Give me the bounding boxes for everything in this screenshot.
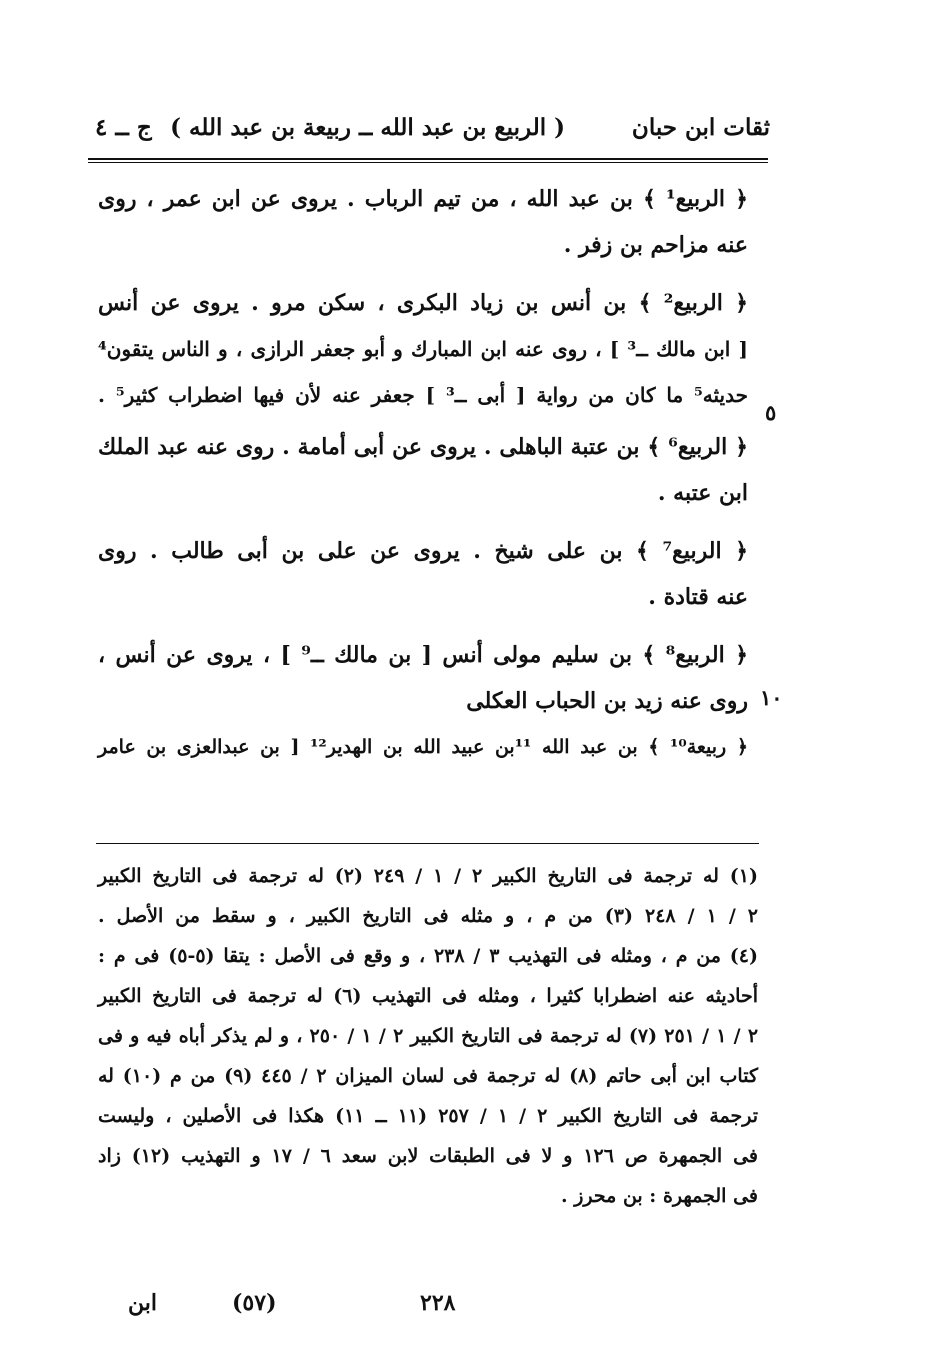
footnote-line: (١) له ترجمة فى التاريخ الكبير ٢ / ١ / ٢٤٩ (٢) له ترجمة فى التاريخ الكبير <box>98 865 758 887</box>
footnote-line: فى الجمهرة : بن محرز . <box>561 1185 758 1207</box>
catchword: ابن <box>128 1290 157 1316</box>
line-number-5: ٥ <box>765 400 777 425</box>
text-line: ﴿ الربيع⁸ ﴾ بن سليم مولى أنس [ بن مالك ــ⁹ ] ، يروى عن أنس ، <box>98 642 748 668</box>
footnotes <box>98 856 758 1216</box>
text-line: حديثه⁵ ما كان من رواية [ أبى ــ³ ] جعفر عنه لأن فيها اضطراب كثير⁵ . <box>98 383 748 407</box>
main-text <box>98 176 748 770</box>
text-line: ابن عتبه . <box>657 480 748 506</box>
footnote-line: ترجمة فى التاريخ الكبير ٢ / ١ / ٢٥٧ (١١ ــ ١١) هكذا فى الأصلين ، وليست <box>98 1105 759 1127</box>
page-number: ٢٢٨ <box>420 1290 456 1316</box>
text-line: روى عنه زيد بن الحباب العكلى <box>466 688 748 714</box>
footnote-line: ٢ / ١ / ٢٤٨ (٣) من م ، و مثله فى التاريخ الكبير ، و سقط من الأصل . <box>98 905 759 927</box>
text-line: ﴿ الربيع⁷ ﴾ بن على شيخ . يروى عن على بن أبى طالب . روى <box>98 538 748 564</box>
footnote-line: كتاب ابن أبى حاتم (٨) له ترجمة فى لسان الميزان ٢ / ٤٤٥ (٩) من م (١٠) له <box>98 1065 759 1087</box>
footnote-line: (٤) من م ، ومثله فى التهذيب ٣ / ٢٣٨ ، و وقع فى الأصل : يتقا (٥-٥) فى م : <box>98 945 758 967</box>
section-title: ( الربيع بن عبد الله ــ ربيعة بن عبد الله ) <box>170 114 565 141</box>
volume-label: ج ــ ٤ <box>95 114 152 141</box>
text-line: ﴿ الربيع¹ ﴾ بن عبد الله ، من تيم الرباب . يروى عن ابن عمر ، روى <box>98 186 748 212</box>
line-number-10: ١٠ <box>760 685 783 710</box>
footnote-separator <box>96 843 759 844</box>
footnote-line: أحاديثه عنه اضطرابا كثيرا ، ومثله فى التهذيب (٦) له ترجمة فى التاريخ الكبير <box>98 985 758 1007</box>
text-line: [ ابن مالك ــ³ ] ، روى عنه ابن المبارك و أبو جعفر الرازى ، و الناس يتقون⁴ <box>98 337 748 361</box>
header-rule <box>88 158 768 160</box>
header-rule-thin <box>88 162 768 163</box>
text-line: ﴿ ربيعة¹⁰ ﴾ بن عبد الله ¹¹بن عبيد الله بن الهدير¹² [ بن عبدالعزى بن عامر <box>98 736 749 758</box>
footnote-line: ٢ / ١ / ٢٥١ (٧) له ترجمة فى التاريخ الكبير ٢ / ١ / ٢٥٠ ، و لم يذكر أباه فيه و فى <box>98 1025 759 1047</box>
text-line: عنه قتادة . <box>648 584 748 610</box>
text-line: ﴿ الربيع² ﴾ بن أنس بن زياد البكرى ، سكن مرو . يروى عن أنس <box>98 290 748 316</box>
footnote-line: فى الجمهرة ص ١٢٦ و لا فى الطبقات لابن سعد ٦ / ١٧ و التهذيب (١٢) زاد <box>98 1145 758 1167</box>
signature-mark: (٥٧) <box>232 1290 277 1316</box>
running-header <box>95 112 770 156</box>
text-line: ﴿ الربيع⁶ ﴾ بن عتبة الباهلى . يروى عن أبى أمامة . روى عنه عبد الملك <box>98 434 748 460</box>
book-title: ثقات ابن حبان <box>631 114 770 141</box>
text-line: عنه مزاحم بن زفر . <box>563 232 748 258</box>
